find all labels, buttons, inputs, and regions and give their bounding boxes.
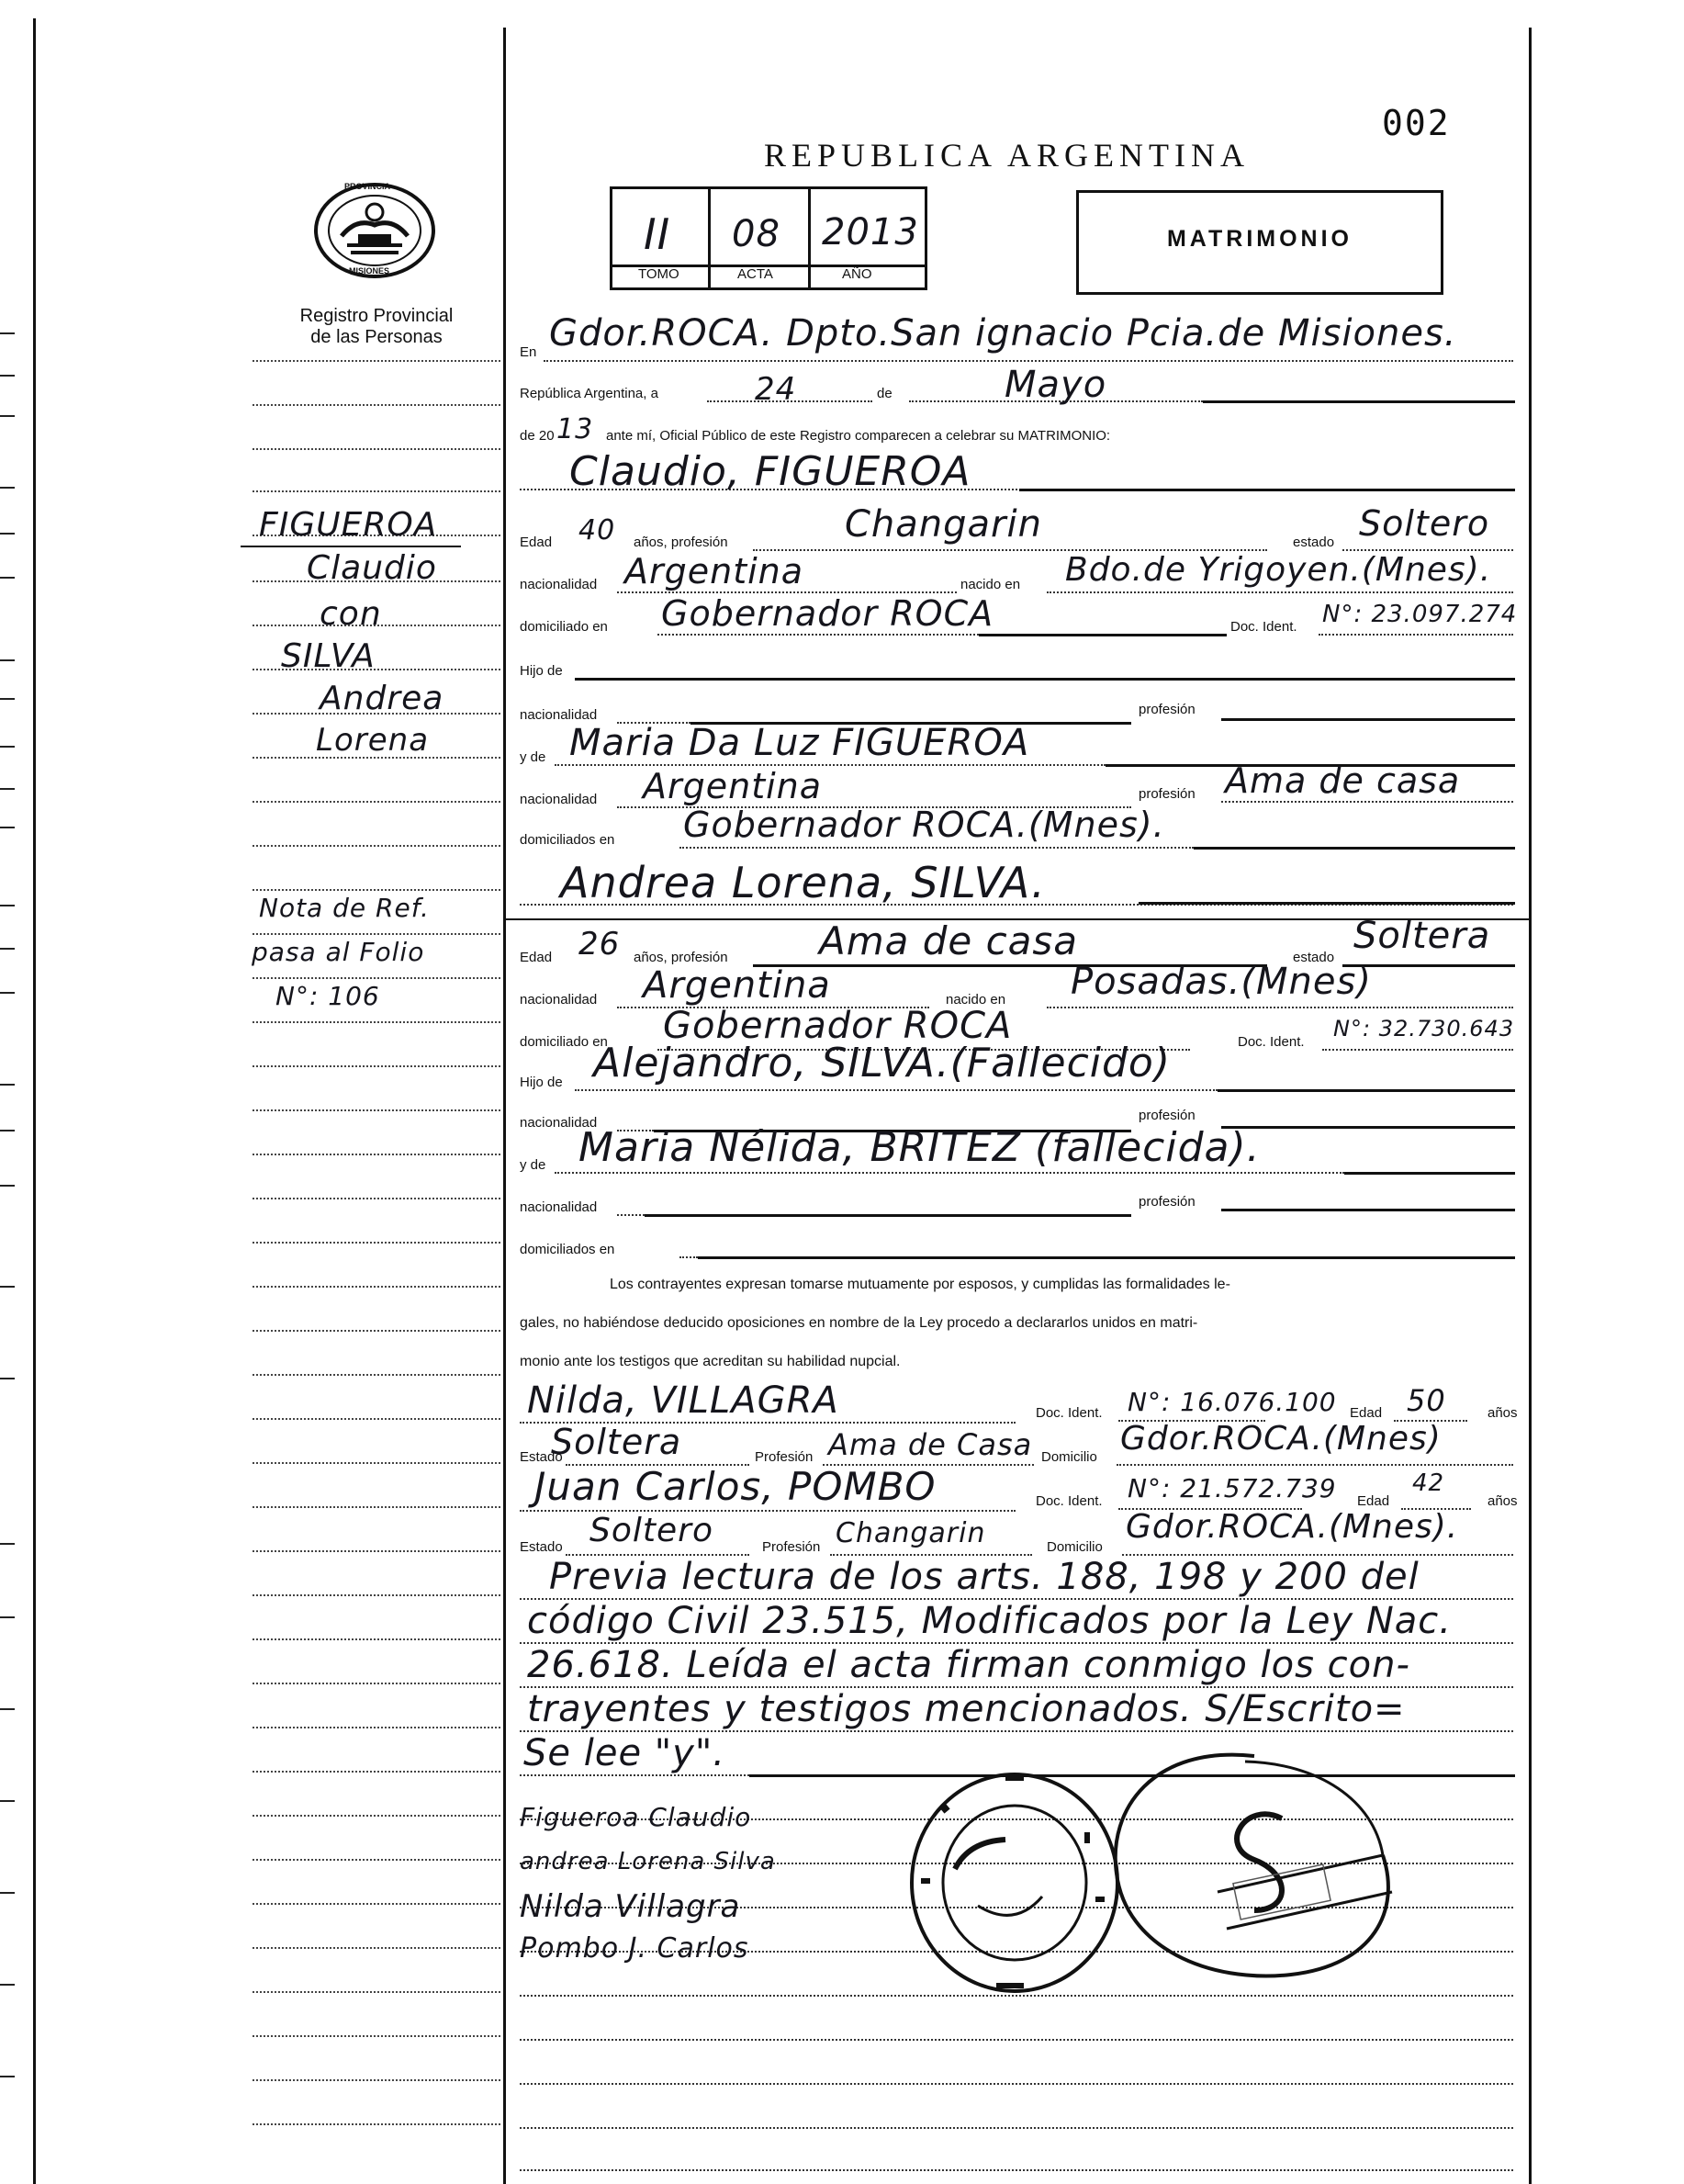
label-domiciliados-groom: domiciliados en [520, 832, 615, 848]
bride-age: 26 [578, 926, 621, 963]
tomo-value: II [644, 209, 671, 259]
bride-nationality: Argentina [643, 964, 831, 1007]
witness2-doc: N°: 21.572.739 [1128, 1473, 1337, 1503]
signature-witness2: Pombo J. Carlos [520, 1932, 749, 1964]
margin-note-line3: N°: 106 [275, 981, 380, 1011]
record-number-box [610, 186, 927, 290]
declaration-line-3: monio ante los testigos que acreditan su habilidad nupcial. [520, 1354, 901, 1369]
seal-top-text: PROVINCIA [344, 182, 391, 191]
label-doc-bride: Doc. Ident. [1238, 1034, 1305, 1050]
right-border-line [1529, 28, 1532, 2184]
label-profesion-bride-mother: profesión [1139, 1194, 1196, 1210]
label-profesion-groom-father: profesión [1139, 702, 1196, 717]
declaration-line-2: gales, no habiéndose deducido oposiciones en nombre de la Ley procedo a declararlos unidos en matri- [520, 1315, 1198, 1331]
label-ante-mi: ante mí, Oficial Público de este Registro comparecen a celebrar su MATRIMONIO: [606, 428, 1111, 444]
groom-domicile: Gobernador ROCA [661, 593, 994, 634]
label-hijo-de-bride: Hijo de [520, 1075, 563, 1090]
margin-name-3: con [320, 595, 382, 633]
label-domiciliada-bride: domiciliado en [520, 1034, 608, 1050]
anio-value: 2013 [822, 211, 919, 253]
official-stamp-icon [904, 1768, 1125, 1998]
groom-mother-name: Maria Da Luz FIGUEROA [569, 722, 1030, 764]
groom-doc: N°: 23.097.274 [1322, 601, 1518, 628]
label-domicilio-witness1: Domicilio [1041, 1449, 1097, 1465]
label-domiciliado-groom: domiciliado en [520, 619, 608, 635]
bride-mother-name: Maria Nélida, BRITEZ (fallecida). [578, 1124, 1261, 1171]
margin-name-6: Lorena [316, 722, 430, 759]
act-month: Mayo [1005, 364, 1107, 406]
groom-parents-domicile: Gobernador ROCA.(Mnes). [683, 805, 1165, 845]
groom-profession: Changarin [845, 503, 1042, 546]
margin-note-line2: pasa al Folio [252, 937, 425, 967]
label-nacionalidad-groom-mother: nacionalidad [520, 792, 598, 807]
act-type-box [1076, 190, 1443, 295]
witness1-domicile: Gdor.ROCA.(Mnes) [1120, 1420, 1442, 1458]
label-doc-groom: Doc. Ident. [1230, 619, 1297, 635]
registry-name [275, 306, 477, 348]
groom-name: Claudio, FIGUEROA [569, 448, 971, 495]
label-anos-profesion-groom: años, profesión [634, 535, 728, 550]
label-profesion-groom-mother: profesión [1139, 786, 1196, 802]
label-doc-witness2: Doc. Ident. [1036, 1493, 1103, 1509]
groom-nationality: Argentina [624, 551, 804, 591]
signature-witness1: Nilda Villagra [520, 1888, 741, 1925]
label-domiciliados-bride: domiciliados en [520, 1242, 615, 1257]
acta-label: ACTA [737, 266, 773, 282]
note-line-1: Previa lectura de los arts. 188, 198 y 200 del [549, 1556, 1420, 1598]
column-divider-line [503, 28, 506, 2184]
witness2-status: Soltero [589, 1512, 713, 1549]
act-place: Gdor.ROCA. Dpto.San ignacio Pcia.de Misiones. [549, 312, 1457, 355]
page-number: 002 [1382, 103, 1451, 143]
label-estado-witness1: Estado [520, 1449, 563, 1465]
groom-mother-profession: Ama de casa [1225, 760, 1461, 801]
witness2-name: Juan Carlos, POMBO [534, 1464, 937, 1509]
groom-age: 40 [578, 514, 616, 546]
margin-name-4: SILVA [281, 637, 376, 675]
label-nacido-en-bride: nacido en [946, 992, 1006, 1008]
bride-domicile: Gobernador ROCA [663, 1005, 1013, 1047]
signature-groom: Figueroa Claudio [520, 1802, 752, 1832]
officer-signature-icon [1098, 1745, 1401, 1993]
registry-name-line1: Registro Provincial [299, 306, 454, 326]
label-nacido-en-groom: nacido en [960, 577, 1021, 592]
label-hijo-de-groom: Hijo de [520, 663, 563, 679]
label-nacionalidad-bride: nacionalidad [520, 992, 598, 1008]
label-anos-witness1: años [1488, 1405, 1518, 1421]
label-edad-bride: Edad [520, 950, 553, 965]
label-doc-witness1: Doc. Ident. [1036, 1405, 1103, 1421]
label-y-de-groom: y de [520, 749, 546, 765]
note-line-3: 26.618. Leída el acta firman conmigo los con- [527, 1644, 1410, 1686]
witness1-profession: Ama de Casa [828, 1427, 1033, 1462]
witness2-profession: Changarin [836, 1517, 986, 1549]
label-republica: República Argentina, a [520, 386, 658, 401]
witness1-doc: N°: 16.076.100 [1128, 1387, 1337, 1417]
label-edad-groom: Edad [520, 535, 553, 550]
label-estado-bride: estado [1293, 950, 1335, 965]
margin-name-2: Claudio [307, 549, 437, 587]
seal-bottom-text: MISIONES [349, 266, 390, 276]
left-margin-line [33, 18, 36, 2184]
act-type-label: MATRIMONIO [1166, 226, 1353, 252]
act-day: 24 [755, 371, 797, 408]
label-anos-profesion-bride: años, profesión [634, 950, 728, 965]
anio-label: AÑO [842, 266, 872, 282]
label-y-de-bride: y de [520, 1157, 546, 1173]
declaration-line-1: Los contrayentes expresan tomarse mutuamente por esposos, y cumplidas las formalidades le- [610, 1277, 1230, 1292]
registry-name-line2: de las Personas [310, 327, 443, 347]
witness1-name: Nilda, VILLAGRA [527, 1379, 839, 1422]
bride-name: Andrea Lorena, SILVA. [560, 858, 1046, 907]
label-estado-witness2: Estado [520, 1539, 563, 1555]
bride-father-name: Alejandro, SILVA.(Fallecido) [593, 1040, 1172, 1086]
tomo-label: TOMO [638, 266, 679, 282]
acta-value: 08 [732, 213, 780, 255]
label-de-20: de 20 [520, 428, 555, 444]
bride-born-in: Posadas.(Mnes) [1071, 961, 1372, 1003]
margin-note-line1: Nota de Ref. [259, 893, 430, 923]
label-profesion-bride-father: profesión [1139, 1108, 1196, 1123]
witness1-age: 50 [1407, 1383, 1446, 1418]
note-line-5: Se lee "y". [523, 1732, 725, 1774]
label-profesion-witness2: Profesión [762, 1539, 821, 1555]
note-line-2: código Civil 23.515, Modificados por la Ley Nac. [527, 1600, 1452, 1642]
witness2-age: 42 [1412, 1469, 1445, 1497]
label-profesion-witness1: Profesión [755, 1449, 814, 1465]
label-anos-witness2: años [1488, 1493, 1518, 1509]
bride-profession: Ama de casa [819, 918, 1079, 963]
label-edad-witness1: Edad [1350, 1405, 1383, 1421]
margin-name-5: Andrea [320, 680, 444, 717]
label-nacionalidad-groom-father: nacionalidad [520, 707, 598, 723]
label-nacionalidad-bride-father: nacionalidad [520, 1115, 598, 1131]
label-nacionalidad-groom: nacionalidad [520, 577, 598, 592]
label-de-month: de [877, 386, 893, 401]
groom-mother-nationality: Argentina [643, 766, 823, 806]
groom-born-in: Bdo.de Yrigoyen.(Mnes). [1065, 551, 1492, 589]
country-title: REPUBLICA ARGENTINA [764, 137, 1251, 174]
label-estado-groom: estado [1293, 535, 1335, 550]
signature-bride: andrea Lorena Silva [520, 1848, 776, 1875]
groom-status: Soltero [1359, 503, 1490, 544]
bride-doc: N°: 32.730.643 [1333, 1016, 1515, 1041]
margin-name-1: FIGUEROA [259, 506, 438, 544]
act-year: 13 [556, 413, 594, 445]
label-domicilio-witness2: Domicilio [1047, 1539, 1103, 1555]
bride-status: Soltera [1353, 915, 1491, 957]
note-line-4: trayentes y testigos mencionados. S/Escrito= [527, 1688, 1406, 1730]
label-en: En [520, 344, 537, 360]
label-edad-witness2: Edad [1357, 1493, 1390, 1509]
witness2-domicile: Gdor.ROCA.(Mnes). [1126, 1508, 1459, 1546]
witness1-status: Soltera [551, 1422, 682, 1462]
label-nacionalidad-bride-mother: nacionalidad [520, 1199, 598, 1215]
